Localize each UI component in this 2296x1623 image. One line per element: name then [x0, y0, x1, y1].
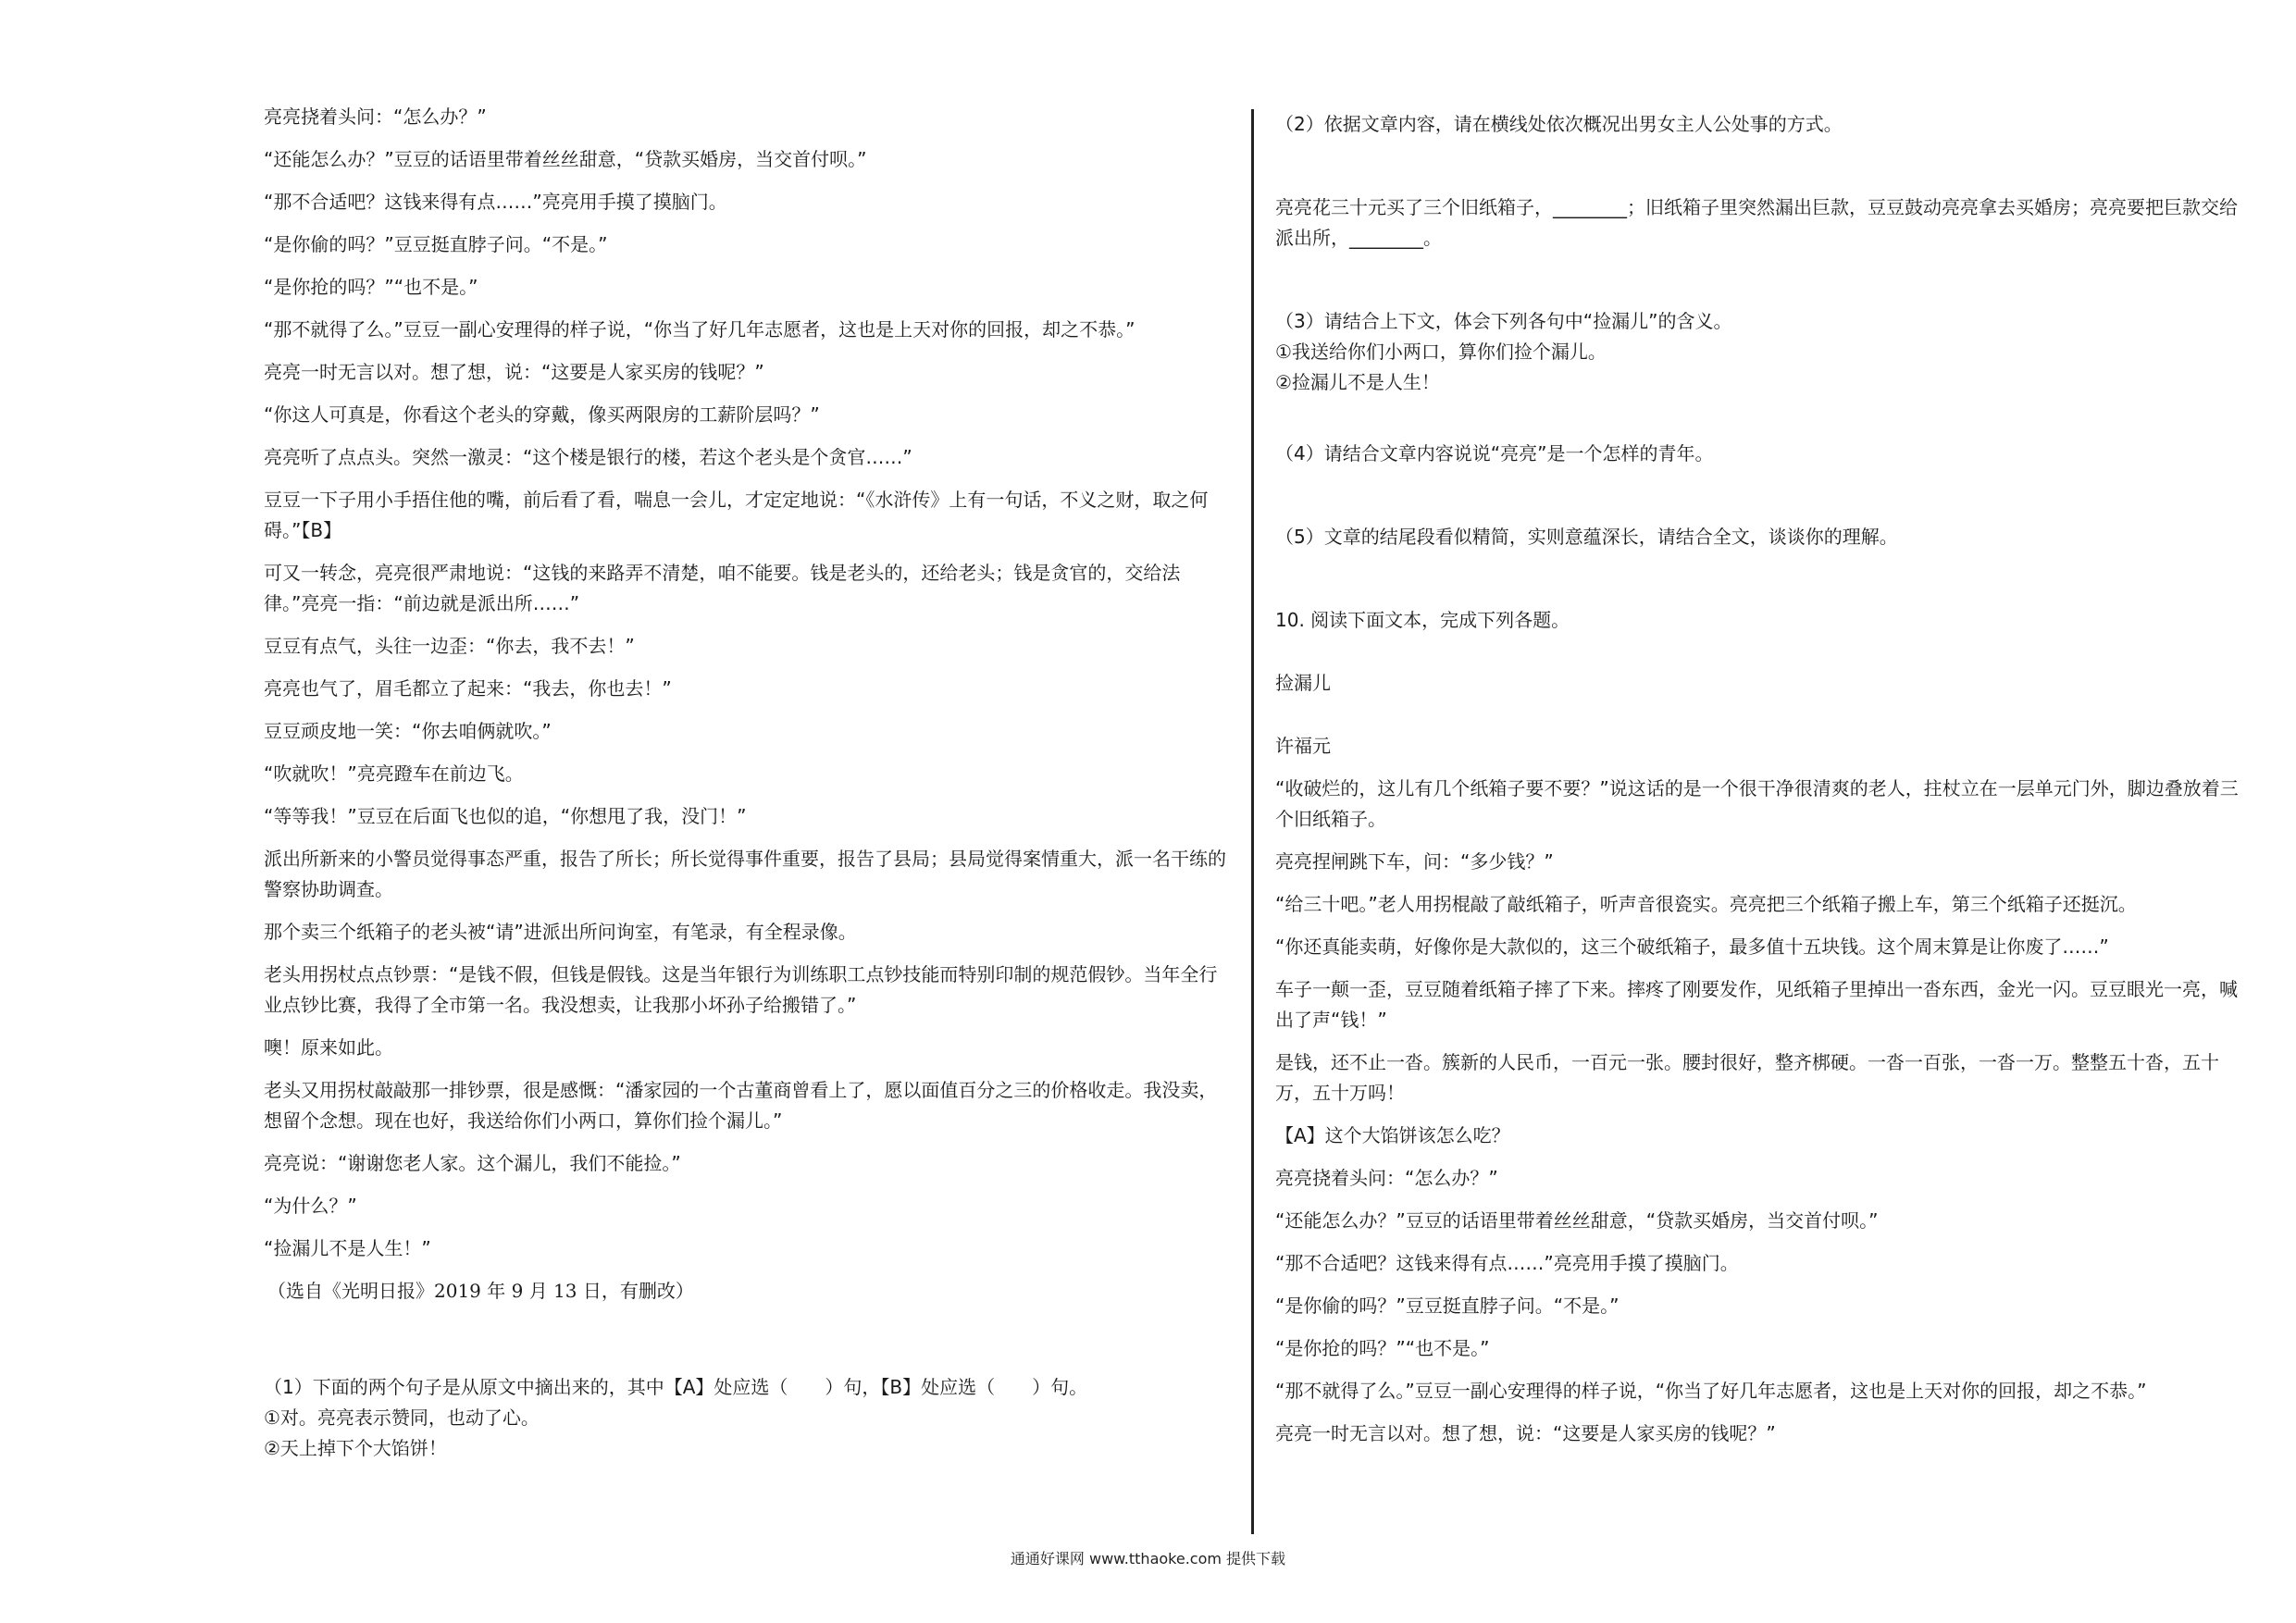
story-paragraph: 老头又用拐杖敲敲那一排钞票，很是感慨：“潘家园的一个古董商曾看上了，愿以面值百分之三的价格收走。我没卖，想留个念想。现在也好，我送给你们小两口，算你们捡个漏儿。”: [264, 1079, 1218, 1132]
story-paragraph: 车子一颠一歪，豆豆随着纸箱子摔了下来。摔疼了刚要发作，见纸箱子里掉出一沓东西，金光一闪。豆豆眼光一亮，喊出了声“钱！”: [1275, 978, 2238, 1031]
story-paragraph: 噢！原来如此。: [264, 1036, 393, 1059]
story-author: 许福元: [1275, 735, 1331, 757]
story-paragraph: “那不就得了么。”豆豆一副心安理得的样子说，“你当了好几年志愿者，这也是上天对你的回报，却之不恭。”: [1275, 1380, 2147, 1402]
question-5: （5）文章的结尾段看似精简，实则意蕴深长，请结合全文，谈谈你的理解。: [1275, 526, 1898, 548]
story-paragraph: “是你抢的吗？”“也不是。”: [264, 276, 478, 298]
question-3-item-1: ①我送给你们小两口，算你们捡个漏儿。: [1275, 341, 1607, 363]
story-paragraph: “那不合适吧？这钱来得有点……”亮亮用手摸了摸脑门。: [1275, 1252, 1739, 1274]
story-paragraph: “那不就得了么。”豆豆一副心安理得的样子说，“你当了好几年志愿者，这也是上天对你的回报，却之不恭。”: [264, 318, 1136, 341]
question-3-item-2: ②捡漏儿不是人生！: [1275, 371, 1440, 393]
story-paragraphs-left: [264, 102, 1235, 1264]
story-paragraph: 亮亮挠着头问：“怎么办？”: [1275, 1167, 1498, 1189]
question-4: （4）请结合文章内容说说“亮亮”是一个怎样的青年。: [1275, 442, 1714, 465]
story-paragraph: “是你偷的吗？”豆豆挺直脖子问。“不是。”: [1275, 1295, 1620, 1317]
story-paragraph: “是你抢的吗？”“也不是。”: [1275, 1337, 1490, 1359]
story-paragraph: 亮亮一时无言以对。想了想，说：“这要是人家买房的钱呢？”: [264, 361, 764, 383]
story-paragraph: 亮亮挠着头问：“怎么办？”: [264, 105, 487, 128]
question-2-prompt: （2）依据文章内容，请在横线处依次概况出男女主人公处事的方式。: [1275, 113, 1843, 135]
story-paragraph: 豆豆顽皮地一笑：“你去咱俩就吹。”: [264, 720, 552, 742]
story-paragraph: “吹就吹！”亮亮蹬车在前边飞。: [264, 762, 524, 785]
story-paragraph: “是你偷的吗？”豆豆挺直脖子问。“不是。”: [264, 233, 608, 255]
question-2-blanks: 亮亮花三十元买了三个旧纸箱子，________；旧纸箱子里突然漏出巨款，豆豆鼓动亮亮拿去买婚房；亮亮要把巨款交给派出所，________。: [1275, 196, 2238, 249]
question-3-prompt: （3）请结合上下文，体会下列各句中“捡漏儿”的含义。: [1275, 310, 1732, 332]
story-paragraph: “那不合适吧？这钱来得有点……”亮亮用手摸了摸脑门。: [264, 191, 727, 213]
question-1-option-1: ①对。亮亮表示赞同，也动了心。: [264, 1406, 540, 1429]
story-paragraph: “等等我！”豆豆在后面飞也似的追，“你想甩了我，没门！”: [264, 805, 747, 827]
story-paragraph: 老头用拐杖点点钞票：“是钱不假，但钱是假钱。这是当年银行为训练职工点钞技能而特别印制的规范假钞。当年全行业点钞比赛，我得了全市第一名。我没想卖，让我那小坏孙子给搬错了。”: [264, 963, 1218, 1016]
story-paragraph: “捡漏儿不是人生！”: [264, 1237, 431, 1259]
story-paragraph: 豆豆有点气，头往一边歪：“你去，我不去！”: [264, 635, 635, 657]
story-paragraph: 豆豆一下子用小手捂住他的嘴，前后看了看，喘息一会儿，才定定地说：“《水浒传》上有一句话，不义之财，取之何碍。”【B】: [264, 489, 1209, 541]
source-citation: （选自《光明日报》2019 年 9 月 13 日，有删改）: [267, 1280, 694, 1302]
reading-task-heading: 10. 阅读下面文本，完成下列各题。: [1275, 609, 1570, 631]
story-paragraph: 那个卖三个纸箱子的老头被“请”进派出所问询室，有笔录，有全程录像。: [264, 921, 857, 943]
story-paragraphs-right: [1275, 774, 2247, 1449]
question-1-prompt: （1）下面的两个句子是从原文中摘出来的，其中【A】处应选（ ）句，【B】处应选（ ）句。: [264, 1376, 1088, 1398]
column-divider: [1251, 109, 1254, 1534]
story-paragraph: 亮亮听了点点头。突然一激灵：“这个楼是银行的楼，若这个老头是个贪官……”: [264, 446, 912, 468]
story-title: 捡漏儿: [1275, 672, 1331, 694]
story-paragraph: “收破烂的，这儿有几个纸箱子要不要？”说这话的是一个很干净很清爽的老人，拄杖立在一层单元门外，脚边叠放着三个旧纸箱子。: [1275, 777, 2239, 830]
story-paragraph: 亮亮一时无言以对。想了想，说：“这要是人家买房的钱呢？”: [1275, 1422, 1776, 1444]
story-paragraph: “还能怎么办？”豆豆的话语里带着丝丝甜意，“贷款买婚房，当交首付呗。”: [264, 148, 867, 170]
story-paragraph: 是钱，还不止一沓。簇新的人民币，一百元一张。腰封很好，整齐梆硬。一沓一百张，一沓一万。整整五十沓，五十万，五十万吗！: [1275, 1051, 2219, 1104]
story-paragraph: “为什么？”: [264, 1195, 357, 1217]
story-paragraph: 派出所新来的小警员觉得事态严重，报告了所长；所长觉得事件重要，报告了县局；县局觉得案情重大，派一名干练的警察协助调查。: [264, 848, 1226, 900]
question-3: [1275, 306, 2247, 398]
story-paragraph: 可又一转念，亮亮很严肃地说：“这钱的来路弄不清楚，咱不能要。钱是老头的，还给老头；钱是贪官的，交给法律。”亮亮一指：“前边就是派出所……”: [264, 562, 1181, 614]
story-paragraph: “给三十吧。”老人用拐棍敲了敲纸箱子，听声音很瓷实。亮亮把三个纸箱子搬上车，第三个纸箱子还挺沉。: [1275, 893, 2137, 915]
right-column: [1275, 109, 2247, 1461]
question-1-option-2: ②天上掉下个大馅饼！: [264, 1437, 447, 1459]
story-paragraph: 亮亮也气了，眉毛都立了起来：“我去，你也去！”: [264, 677, 672, 700]
question-1: [264, 1372, 1235, 1464]
page-footer: 通通好课网 www.tthaoke.com 提供下载: [1010, 1550, 1286, 1567]
story-paragraph: “你这人可真是，你看这个老头的穿戴，像买两限房的工薪阶层吗？”: [264, 403, 820, 426]
story-paragraph: 【A】这个大馅饼该怎么吃？: [1275, 1124, 1510, 1146]
story-paragraph: “你还真能卖萌，好像你是大款似的，这三个破纸箱子，最多值十五块钱。这个周末算是让你废了……”: [1275, 935, 2109, 958]
left-column: [264, 102, 1235, 1464]
story-paragraph: 亮亮说：“谢谢您老人家。这个漏儿，我们不能捡。”: [264, 1152, 681, 1174]
story-paragraph: “还能怎么办？”豆豆的话语里带着丝丝甜意，“贷款买婚房，当交首付呗。”: [1275, 1209, 1879, 1232]
story-paragraph: 亮亮捏闸跳下车，问：“多少钱？”: [1275, 850, 1554, 873]
